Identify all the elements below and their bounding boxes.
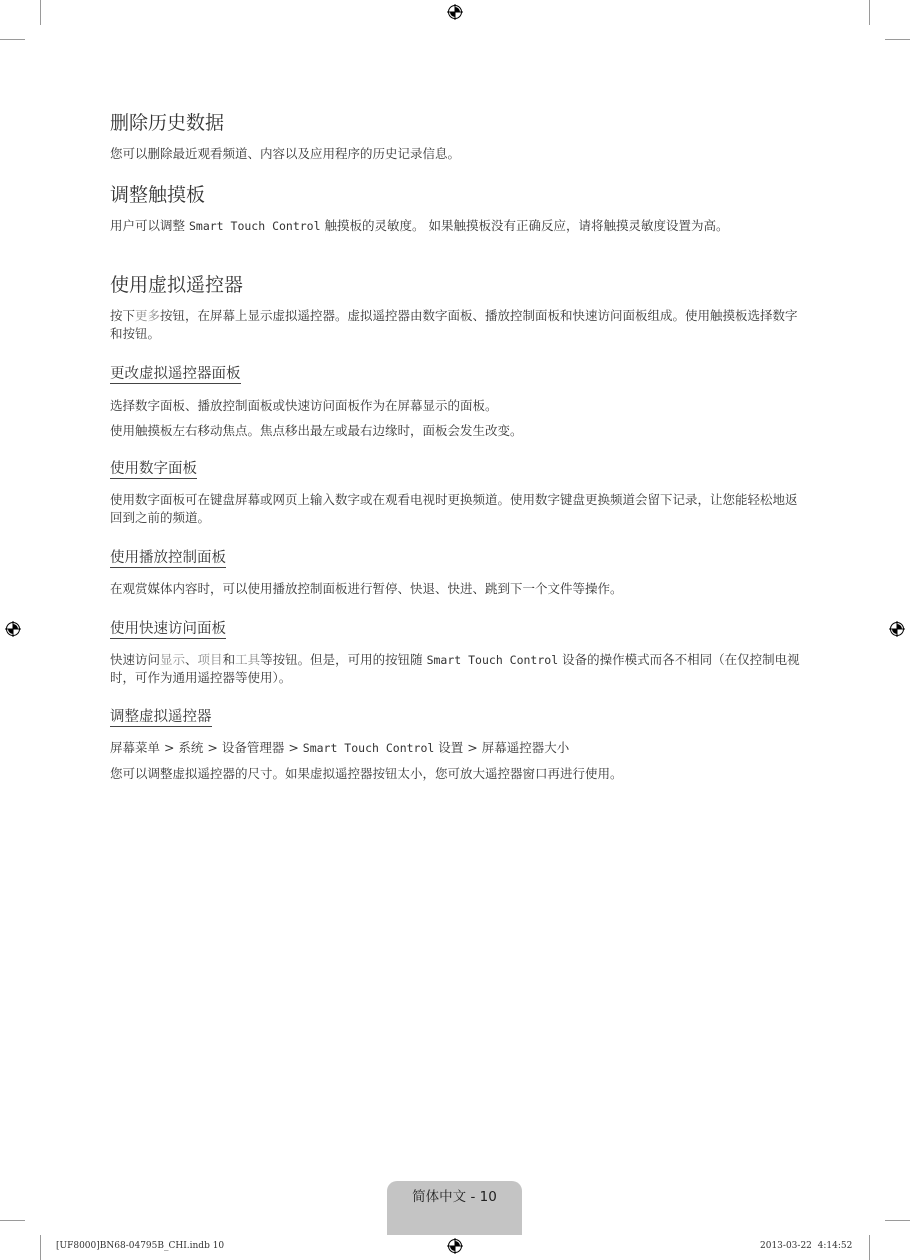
- menu-path-text: 屏幕菜单 > 系统 > 设备管理器 >: [110, 740, 303, 755]
- crop-mark: [40, 0, 41, 25]
- menu-term: 更多: [135, 308, 161, 323]
- paragraph-text: 设备的操作模式而各不相同（在仅控制电视时，可作为通用遥控器等使用）。: [110, 652, 800, 685]
- registration-mark-icon: [889, 621, 905, 637]
- subsection-title-text: 更改虚拟遥控器面板: [110, 366, 241, 382]
- paragraph: 使用数字面板可在键盘屏幕或网页上输入数字或在观看电视时更换频道。使用数字键盘更换频道会留下记录，让您能轻松地返回到之前的频道。: [110, 492, 798, 525]
- section-title: 调整触摸板: [110, 184, 206, 206]
- paragraph: [110, 651, 800, 687]
- paragraph: 使用触摸板左右移动焦点。焦点移出最左或最右边缘时，面板会发生改变。: [110, 423, 523, 438]
- paragraph-text: 触摸板的灵敏度。 如果触摸板没有正确反应，请将触摸灵敏度设置为高。: [320, 218, 729, 233]
- paragraph-text: 按下: [110, 308, 136, 323]
- paragraph-text: 和: [222, 652, 236, 667]
- paragraph-text: 等按钮。但是，可用的按钮随: [260, 652, 427, 667]
- crop-mark: [869, 1235, 870, 1260]
- subsection-title-text: 使用播放控制面板: [110, 550, 226, 566]
- print-slug-right: 2013-03-22 ￼ 4:14:52: [760, 1241, 853, 1251]
- crop-mark: [0, 39, 25, 40]
- paragraph: 选择数字面板、播放控制面板或快速访问面板作为在屏幕显示的面板。: [110, 398, 498, 413]
- paragraph: [110, 145, 800, 163]
- subsection-title: [110, 617, 226, 638]
- subsection-title-text: 使用数字面板: [110, 461, 197, 477]
- print-slug-left: [UF8000]BN68-04795B_CHI.indb 10: [56, 1241, 225, 1251]
- crop-mark: [885, 1220, 910, 1221]
- subsection-title-text: 调整虚拟遥控器: [110, 709, 212, 725]
- crop-mark: [40, 1235, 41, 1260]
- paragraph: 您可以调整虚拟遥控器的尺寸。如果虚拟遥控器按钮太小，您可放大遥控器窗口再进行使用。: [110, 766, 623, 781]
- subsection-title-text: 使用快速访问面板: [110, 621, 226, 637]
- paragraph: [110, 307, 800, 343]
- paragraph-text: 您可以删除最近观看频道、内容以及应用程序的历史记录信息。: [110, 146, 461, 161]
- menu-path-text: 设置 > 屏幕遥控器大小: [434, 740, 570, 755]
- registration-mark-icon: [447, 1238, 463, 1254]
- section-title: 使用虚拟遥控器: [110, 274, 244, 296]
- crop-mark: [869, 0, 870, 25]
- paragraph-text: 快速访问: [110, 652, 161, 667]
- menu-term: 显示: [160, 652, 186, 667]
- section-title: 删除历史数据: [110, 112, 225, 134]
- paragraph: [110, 217, 800, 235]
- menu-path: [110, 739, 800, 757]
- paragraph-text: 按钮，在屏幕上显示虚拟遥控器。虚拟遥控器由数字面板、播放控制面板和快速访问面板组成。使用触摸板选择数字和按钮。: [110, 308, 798, 341]
- menu-term: 工具: [235, 652, 261, 667]
- menu-term: 项目: [197, 652, 223, 667]
- page-number: 简体中文 - 10: [412, 1189, 497, 1205]
- page-number-tab: [387, 1181, 522, 1235]
- paragraph-text: 用户可以调整: [110, 218, 189, 233]
- subsection-title: [110, 546, 226, 567]
- subsection-title: [110, 457, 197, 478]
- product-name: Smart Touch Control: [426, 653, 559, 667]
- paragraph: 在观赏媒体内容时，可以使用播放控制面板进行暂停、快退、快进、跳到下一个文件等操作。: [110, 581, 623, 596]
- crop-mark: [885, 39, 910, 40]
- registration-mark-icon: [5, 621, 21, 637]
- registration-mark-icon: [447, 4, 463, 20]
- paragraph-text: 、: [185, 652, 198, 667]
- product-name: Smart Touch Control: [302, 741, 435, 755]
- subsection-title: [110, 362, 241, 383]
- subsection-title: [110, 705, 212, 726]
- product-name: Smart Touch Control: [188, 219, 321, 233]
- crop-mark: [0, 1220, 25, 1221]
